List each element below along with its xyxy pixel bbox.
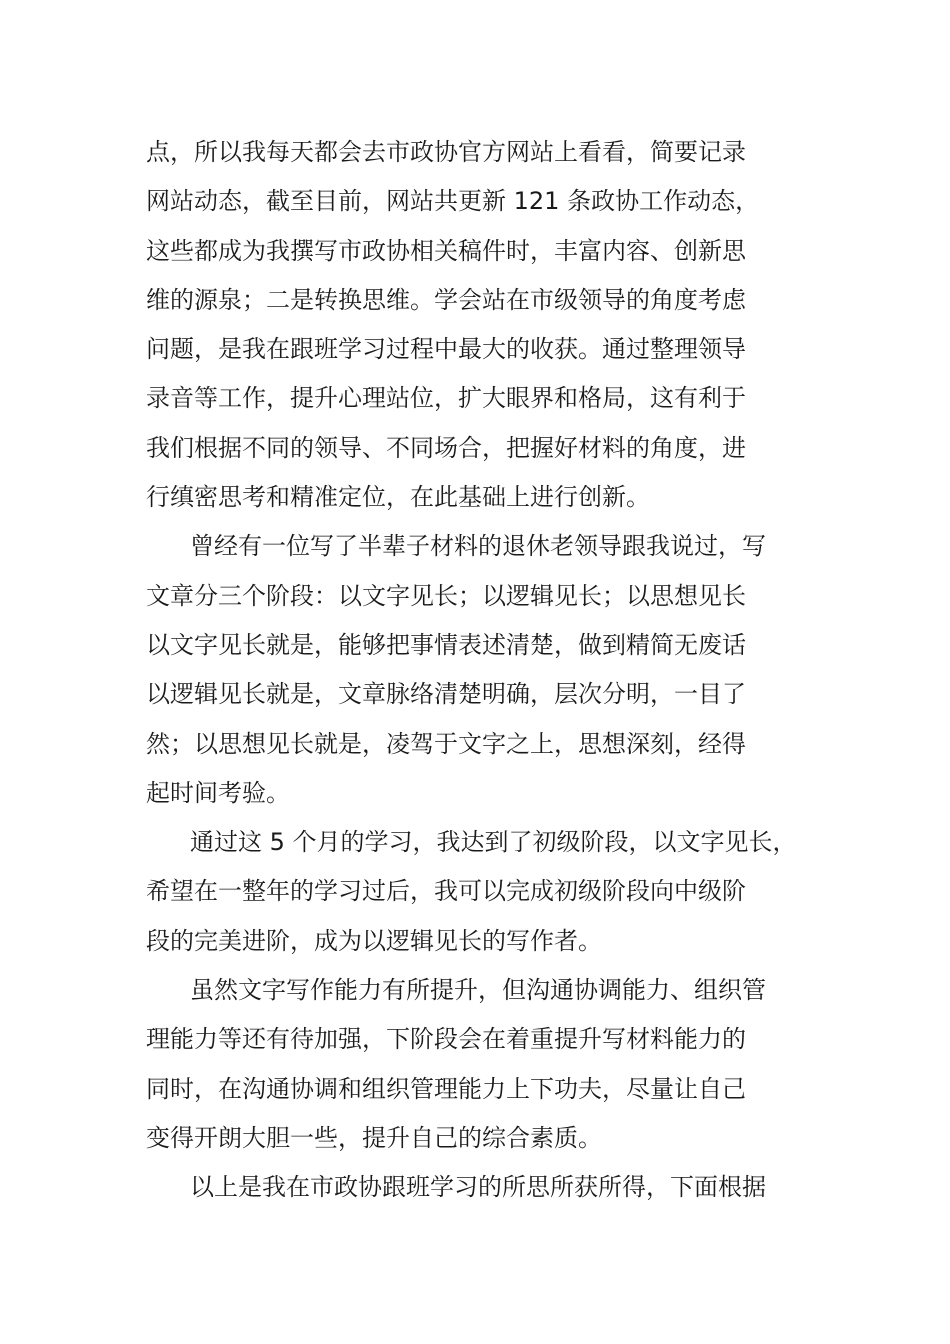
text-line: 以文字见长就是，能够把事情表述清楚，做到精简无废话: [146, 630, 746, 659]
text-line: 理能力等还有待加强，下阶段会在着重提升写材料能力的: [146, 1025, 746, 1054]
text-line: 起时间考验。: [146, 778, 290, 807]
text-line: 变得开朗大胆一些，提升自己的综合素质。: [146, 1123, 602, 1152]
text-line: 段的完美进阶，成为以逻辑见长的写作者。: [146, 926, 602, 955]
text-line: 网站动态，截至目前，网站共更新 121 条政协工作动态，: [146, 187, 760, 216]
text-line: 同时，在沟通协调和组织管理能力上下功夫，尽量让自己: [146, 1074, 746, 1103]
text-line: 问题，是我在跟班学习过程中最大的收获。通过整理领导: [146, 335, 746, 364]
text-line: 行缜密思考和精准定位，在此基础上进行创新。: [146, 483, 650, 512]
text-line: 文章分三个阶段：以文字见长；以逻辑见长；以思想见长: [146, 581, 746, 610]
text-line: 以上是我在市政协跟班学习的所思所获所得，下面根据: [190, 1173, 766, 1202]
text-line: 点，所以我每天都会去市政协官方网站上看看，简要记录: [146, 138, 746, 166]
text-line: 维的源泉；二是转换思维。学会站在市级领导的角度考虑: [146, 285, 746, 314]
text-line: 通过这 5 个月的学习，我达到了初级阶段，以文字见长，: [190, 828, 797, 857]
text-line: 以逻辑见长就是，文章脉络清楚明确，层次分明，一目了: [146, 680, 746, 709]
text-line: 然；以思想见长就是，凌驾于文字之上，思想深刻，经得: [146, 729, 746, 758]
text-line: 虽然文字写作能力有所提升，但沟通协调能力、组织管: [190, 976, 766, 1005]
text-line: 这些都成为我撰写市政协相关稿件时，丰富内容、创新思: [146, 236, 746, 265]
document-body: [146, 128, 810, 1213]
text-line: 我们根据不同的领导、不同场合，把握好材料的角度，进: [146, 433, 746, 462]
text-line: 曾经有一位写了半辈子材料的退休老领导跟我说过，写: [190, 532, 766, 561]
text-line: 希望在一整年的学习过后，我可以完成初级阶段向中级阶: [146, 877, 746, 906]
text-line: 录音等工作，提升心理站位，扩大眼界和格局，这有利于: [146, 384, 746, 413]
